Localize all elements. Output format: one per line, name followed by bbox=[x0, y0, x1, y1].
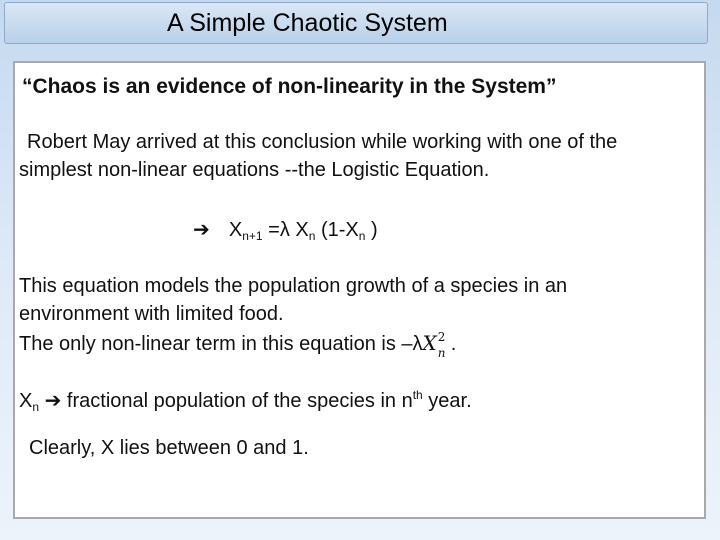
paragraph-line: This equation models the population growth of a species in an bbox=[19, 275, 568, 297]
nonlinear-term-scripts bbox=[437, 330, 451, 360]
xn-definition bbox=[19, 388, 472, 413]
title-bar bbox=[4, 2, 708, 44]
eq-lhs-base: X bbox=[228, 219, 243, 241]
quote: “Chaos is an evidence of non-linearity in the System” bbox=[22, 75, 557, 98]
paragraph-line: Robert May arrived at this conclusion while working with one of the bbox=[27, 131, 618, 153]
nonlinear-term-sub: n bbox=[437, 346, 446, 360]
xn-sup: th bbox=[412, 388, 423, 402]
nonlinear-term-sup: 2 bbox=[437, 330, 446, 344]
paragraph-line: simplest non-linear equations --the Logistic Equation. bbox=[19, 159, 490, 181]
paragraph-line: environment with limited food. bbox=[19, 303, 284, 325]
xn-base: X bbox=[19, 390, 33, 412]
clearly-line: Clearly, X lies between 0 and 1. bbox=[29, 437, 309, 459]
logistic-equation bbox=[193, 217, 378, 242]
nonlinear-term-line bbox=[19, 330, 457, 360]
paragraph-text: The only non-linear term in this equation is –λ bbox=[19, 333, 423, 355]
xn-text: fractional population of the species in n bbox=[61, 390, 413, 412]
slide-title: A Simple Chaotic System bbox=[167, 9, 448, 37]
eq-paren-close: ) bbox=[365, 219, 378, 241]
eq-paren-open: (1-X bbox=[315, 219, 359, 241]
content-box bbox=[13, 61, 706, 519]
eq-x-sub2: n bbox=[358, 229, 366, 243]
xn-sub: n bbox=[32, 400, 40, 414]
eq-lhs-sub: n+1 bbox=[242, 229, 263, 243]
nonlinear-term-period: . bbox=[450, 333, 457, 355]
eq-x-sub: n bbox=[308, 229, 316, 243]
xn-tail: year. bbox=[422, 390, 472, 412]
arrow-right-icon: ➔ bbox=[44, 388, 62, 412]
arrow-right-icon: ➔ bbox=[193, 217, 210, 241]
eq-lambda: =λ X bbox=[262, 219, 309, 241]
nonlinear-term-base: X bbox=[422, 331, 437, 355]
